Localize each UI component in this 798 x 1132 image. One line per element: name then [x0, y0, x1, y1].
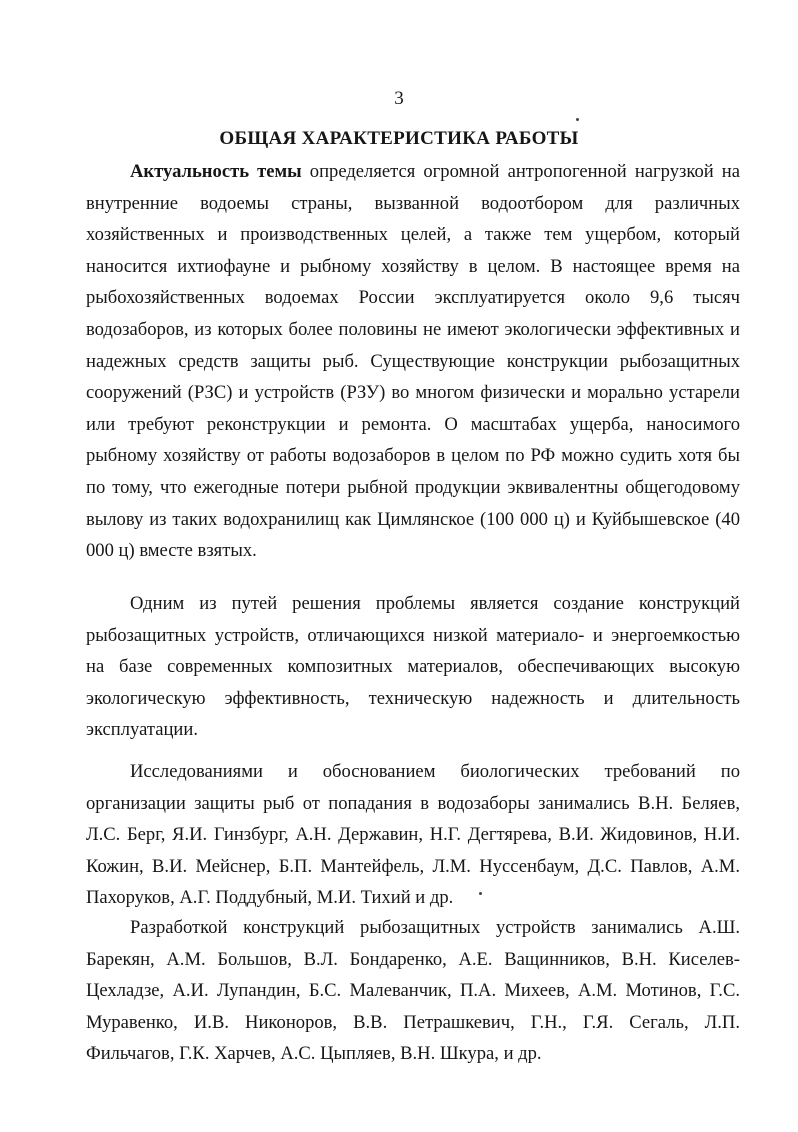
- scan-speck: [576, 118, 579, 121]
- paragraph-text: Исследованиями и обоснованием биологических требований по организации защиты рыб от попадания в водозаборы занимались В.Н. Беляев, Л.С. Берг, Я.И. Гинзбург, А.Н. Державин, Н.Г. Дегтярева, В.И. Жидовинов, Н.И. Кожин, В.И. Мейснер, Б.П. Мантейфель, Л.М. Нуссенбаум, Д.С. Павлов, А.М. Пахоруков, А.Г. Поддубный, М.И. Тихий и др.: [86, 761, 740, 909]
- paragraph-relevance: [86, 156, 740, 567]
- paragraph-lead: Актуальность темы: [130, 161, 302, 182]
- paragraph-text: определяется огромной антропогенной нагрузкой на внутренние водоемы страны, вызванной водоотбором для различных хозяйственных и производственных целей, а также тем ущербом, который наносится ихтиофауне и рыбному хозяйству в целом. В настоящее время на рыбохозяйственных водоемах России эксплуатируется около 9,6 тысяч водозаборов, из которых более половины не имеют экологически эффективных и надежных средств защиты рыб. Существующие конструкции рыбозащитных сооружений (РЗС) и устройств (РЗУ) во многом физически и морально устарели или требуют реконструкции и ремонта. О масштабах ущерба, наносимого рыбному хозяйству от работы водозаборов в целом по РФ можно судить хотя бы по тому, что ежегодные потери рыбной продукции эквивалентны общегодовому вылову из таких водохранилищ как Цимлянское (100 000 ц) и Куйбышевское (40 000 ц) вместе взятых.: [86, 161, 740, 562]
- paragraph-text: Одним из путей решения проблемы является создание конструкций рыбозащитных устройств, отличающихся низкой материало- и энергоемкостью на базе современных композитных материалов, обеспечивающих высокую экологическую эффективность, техническую надежность и длительность эксплуатации.: [86, 593, 740, 741]
- paragraph-text: Разработкой конструкций рыбозащитных устройств занимались А.Ш. Барекян, А.М. Большов, В.Л. Бондаренко, А.Е. Ващинников, В.Н. Киселев-Цехладзе, А.И. Лупандин, Б.С. Малеванчик, П.А. Михеев, А.М. Мотинов, Г.С. Муравенко, И.В. Никоноров, В.В. Петрашкевич, Г.Н., Г.Я. Сегаль, Л.П. Фильчагов, Г.К. Харчев, А.С. Цыпляев, В.Н. Шкура, и др.: [86, 917, 740, 1065]
- scan-speck: [479, 892, 482, 895]
- page-number: 3: [394, 88, 404, 109]
- section-heading: ОБЩАЯ ХАРАКТЕРИСТИКА РАБОТЫ: [219, 128, 579, 149]
- paragraph-research: [86, 756, 740, 914]
- paragraph-development: [86, 912, 740, 1070]
- paragraph-solution: [86, 588, 740, 746]
